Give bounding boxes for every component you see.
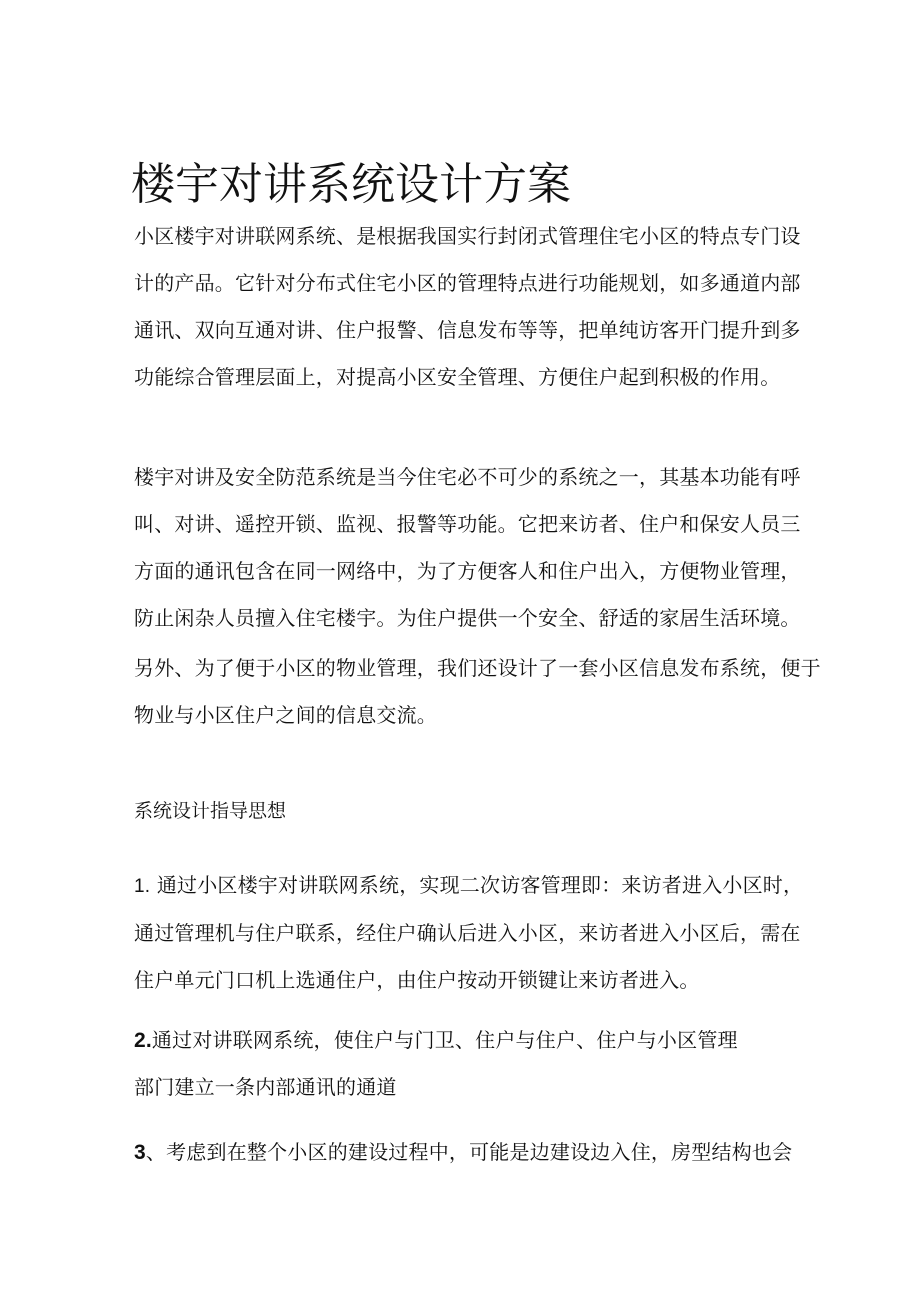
paragraph-line: 另外、为了便于小区的物业管理，我们还设计了一套小区信息发布系统，便于 <box>134 656 821 680</box>
info-system-paragraph <box>134 645 821 739</box>
paragraph-line: 叫、对讲、遥控开锁、监视、报警等功能。它把来访者、住户和保安人员三 <box>134 512 801 536</box>
section-heading: 系统设计指导思想 <box>134 800 287 822</box>
paragraph-line: 部门建立一条内部通讯的通道 <box>134 1075 397 1099</box>
paragraph-line: 防止闲杂人员擅入住宅楼宇。为住户提供一个安全、舒适的家居生活环境。 <box>134 606 801 630</box>
paragraph-line: 小区楼宇对讲联网系统、是根据我国实行封闭式管理住宅小区的特点专门设 <box>134 224 801 248</box>
paragraph-line: 物业与小区住户之间的信息交流。 <box>134 703 437 727</box>
list-item-1 <box>134 862 804 1004</box>
list-number: 3 <box>134 1141 146 1164</box>
paragraph-line: 通过管理机与住户联系，经住户确认后进入小区，来访者进入小区后，需在 <box>134 921 801 945</box>
list-item-3 <box>134 1129 804 1176</box>
paragraph-line: 功能综合管理层面上，对提高小区安全管理、方便住户起到积极的作用。 <box>134 365 781 389</box>
list-number: 1. <box>134 876 151 897</box>
paragraph-line: 住户单元门口机上选通住户，由住户按动开锁键让来访者进入。 <box>134 968 700 992</box>
paragraph-line: 计的产品。它针对分布式住宅小区的管理特点进行功能规划，如多通道内部 <box>134 271 801 295</box>
paragraph-line: 楼宇对讲及安全防范系统是当今住宅必不可少的系统之一，其基本功能有呼 <box>134 465 801 489</box>
paragraph-line: 通讯、双向互通对讲、住户报警、信息发布等等，把单纯访客开门提升到多 <box>134 318 801 342</box>
paragraph-line: 、考虑到在整个小区的建设过程中，可能是边建设边入住，房型结构也会 <box>145 1140 793 1164</box>
list-number: 2. <box>134 1029 152 1052</box>
document-title: 楼宇对讲系统设计方案 <box>131 159 571 211</box>
paragraph-line: 方面的通讯包含在同一网络中，为了方便客人和住户出入，方便物业管理， <box>134 559 801 583</box>
paragraph-line: 通过小区楼宇对讲联网系统，实现二次访客管理即：来访者进入小区时， <box>156 873 804 897</box>
intro-paragraph <box>134 213 804 401</box>
function-paragraph <box>134 454 804 642</box>
paragraph-line: 通过对讲联网系统，使住户与门卫、住户与住户、住户与小区管理 <box>151 1028 738 1052</box>
list-item-2 <box>134 1017 804 1110</box>
